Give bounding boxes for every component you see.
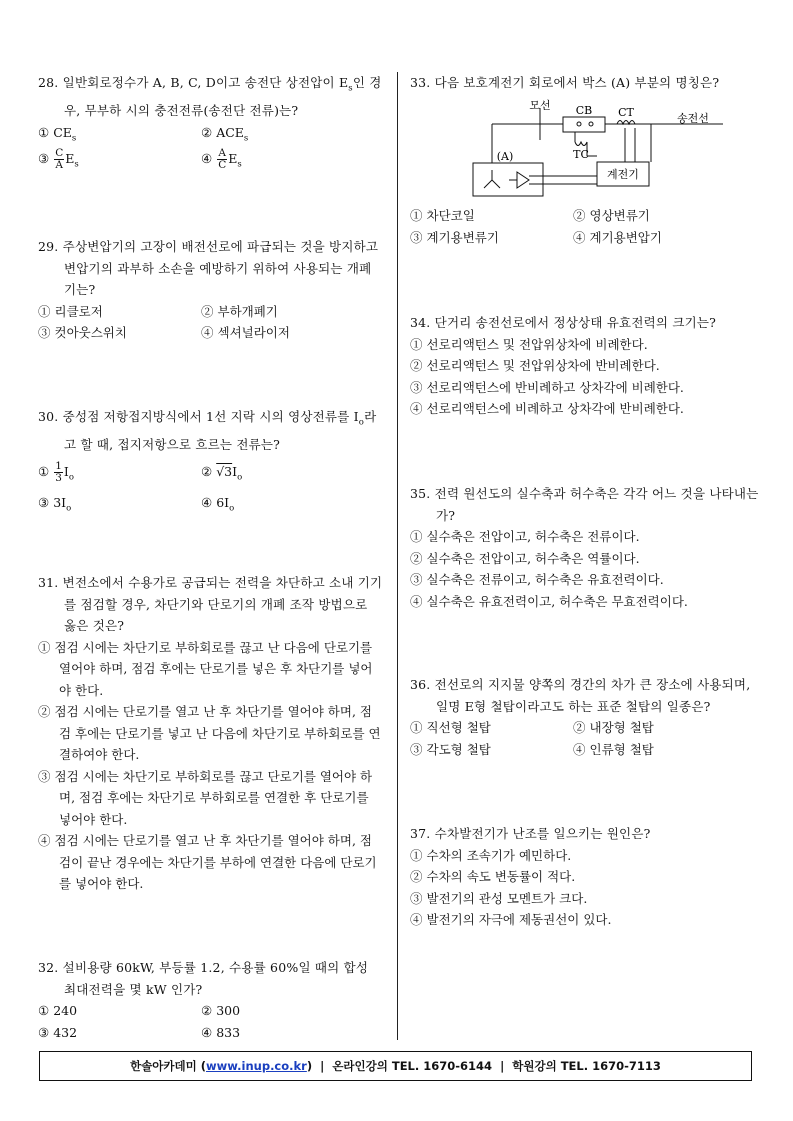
option-3[interactable]: ③ 계기용변류기 <box>410 229 499 245</box>
bus-label: 모선 <box>529 99 551 112</box>
question-28 <box>38 72 383 175</box>
question-stem: 30. 중성점 저항접지방식에서 1선 지락 시의 영상전류를 $I_o$라고 할 때, 접지저항으로 흐르는 전류는? <box>38 409 377 452</box>
question-33 <box>410 72 760 94</box>
option-4[interactable]: ④ 실수축은 유효전력이고, 허수축은 무효전력이다. <box>410 593 688 609</box>
fraction: $\frac{A}{C}$ <box>218 147 227 171</box>
option-row <box>38 1022 383 1044</box>
option-row <box>38 458 383 488</box>
question-32 <box>38 957 383 1043</box>
a-label: (A) <box>496 150 514 163</box>
relay-label: 계전기 <box>607 168 639 181</box>
option-4[interactable]: ④ $6I_o$ <box>201 494 235 513</box>
option-3[interactable]: ③ 실수축은 전류이고, 허수축은 유효전력이다. <box>410 572 664 587</box>
question-34 <box>410 312 760 420</box>
question-stem: 35. 전력 원선도의 실수축과 허수축은 각각 어느 것을 나타내는가? <box>410 486 759 523</box>
question-35 <box>410 483 760 612</box>
option-row <box>38 492 383 514</box>
option-2[interactable]: ② 영상변류기 <box>573 208 650 223</box>
ct-label: CT <box>618 106 634 119</box>
option-4[interactable]: ④ 인류형 철탑 <box>573 741 654 757</box>
question-stem: 33. 다음 보호계전기 회로에서 박스 (A) 부분의 명칭은? <box>410 75 720 90</box>
option-row <box>38 1000 383 1022</box>
option-1[interactable]: ① 수차의 조속기가 예민하다. <box>410 847 572 863</box>
tc-label: TC <box>573 148 589 161</box>
option-2[interactable]: ② $√3I_o$ <box>201 463 243 482</box>
option-3[interactable]: ③ $\frac{C}{A}$ $E_s$ <box>38 147 79 171</box>
option-4[interactable]: ④ 발전기의 자극에 제동권선이 있다. <box>410 912 612 927</box>
option-4[interactable]: ④ 점검 시에는 단로기를 열고 난 후 차단기를 열어야 하며, 점검이 끝난 경우에는 차단기를 부하에 연결한 다음에 단로기를 넣어야 한다. <box>38 833 377 891</box>
question-stem: 37. 수차발전기가 난조를 일으키는 원인은? <box>410 826 651 841</box>
option-2[interactable]: ② 실수축은 전압이고, 허수축은 역률이다. <box>410 550 640 566</box>
option-2[interactable]: ② 수차의 속도 변동률이 적다. <box>410 869 576 884</box>
question-stem: 29. 주상변압기의 고장이 배전선로에 파급되는 것을 방지하고 변압기의 과부하 소손을 예방하기 위하여 사용되는 개폐기는? <box>38 239 379 297</box>
option-2[interactable]: ② 부하개폐기 <box>201 303 278 319</box>
page-footer: 한솔아카데미 ( www.inup.co.kr ) | 온라인강의 TEL. 1670-6144 | 학원강의 TEL. 1670-7113 <box>39 1051 752 1081</box>
option-row <box>410 205 760 227</box>
online-phone: 온라인강의 TEL. 1670-6144 <box>332 1059 493 1073</box>
option-3[interactable]: ③ $3I_o$ <box>38 494 72 513</box>
option-1[interactable]: ① $CE_s$ <box>38 124 77 143</box>
option-1[interactable]: ① 점검 시에는 차단기로 부하회로를 끊고 난 다음에 단로기를 열어야 하며, 점검 후에는 단로기를 넣은 후 차단기를 넣어야 한다. <box>38 639 373 698</box>
option-row <box>410 739 760 761</box>
option-1[interactable]: ① 선로리액턴스 및 전압위상차에 비례한다. <box>410 336 648 352</box>
option-4[interactable]: ④ 섹셔널라이저 <box>201 325 290 340</box>
question-stem: 32. 설비용량 60kW, 부등률 1.2, 수용률 60%일 때의 합성 최대전력을 몇 kW 인가? <box>38 960 369 997</box>
question-36 <box>410 674 760 760</box>
question-stem: 34. 단거리 송전선로에서 정상상태 유효전력의 크기는? <box>410 315 717 330</box>
option-row <box>38 145 383 175</box>
option-3[interactable]: ③ 컷아웃스위치 <box>38 325 127 340</box>
option-4[interactable]: ④ $\frac{A}{C}$ $E_s$ <box>201 147 242 171</box>
option-4[interactable]: ④ 선로리액턴스에 비례하고 상차각에 반비례한다. <box>410 401 684 416</box>
option-row <box>38 122 383 144</box>
line-label: 송전선 <box>677 112 709 125</box>
question-30 <box>38 406 383 513</box>
option-3[interactable]: ③ 발전기의 관성 모멘트가 크다. <box>410 890 588 906</box>
option-row <box>38 301 383 323</box>
fraction: $\frac{1}{3}$ <box>55 459 62 484</box>
option-2[interactable]: ② 점검 시에는 단로기를 열고 난 후 차단기를 열어야 하며, 점검 후에는 단로기를 넣고 난 다음에 차단기로 부하회로를 연결하여야 한다. <box>38 704 381 762</box>
option-2[interactable]: ② 내장형 철탑 <box>573 720 654 735</box>
option-1[interactable]: ① 직선형 철탑 <box>410 720 491 735</box>
question-stem: 28. 일반회로정수가 A, B, C, D이고 송전단 상전압이 $E_s$인 경우, 무부하 시의 충전전류(송전단 전류)는? <box>38 75 382 118</box>
relay-circuit-diagram <box>465 98 725 198</box>
option-2[interactable]: ② $ACE_s$ <box>201 124 249 143</box>
option-1[interactable]: ① 리클로저 <box>38 303 103 319</box>
option-2[interactable]: ② 300 <box>201 1003 241 1018</box>
option-1[interactable]: ① 240 <box>38 1003 78 1018</box>
option-3[interactable]: ③ 점검 시에는 차단기로 부하회로를 끊고 단로기를 열어야 하며, 점검 후에는 차단기로 부하회로를 연결한 후 단로기를 넣어야 한다. <box>38 768 373 827</box>
option-1[interactable]: ① $\frac{1}{3}$ $I_o$ <box>38 459 74 484</box>
option-3[interactable]: ③ 각도형 철탑 <box>410 741 491 757</box>
academy-name: 한솔아카데미 <box>130 1059 197 1073</box>
footer-divider: | <box>320 1059 325 1073</box>
column-divider <box>397 72 398 1040</box>
offline-phone: 학원강의 TEL. 1670-7113 <box>512 1059 661 1073</box>
option-1[interactable]: ① 실수축은 전압이고, 허수축은 전류이다. <box>410 529 640 544</box>
option-4[interactable]: ④ 계기용변압기 <box>573 229 662 245</box>
question-stem: 36. 전선로의 지지물 양쪽의 경간의 차가 큰 장소에 사용되며, 일명 E형 철탑이라고도 하는 표준 철탑의 일종은? <box>410 677 751 714</box>
academy-link[interactable]: www.inup.co.kr <box>206 1059 307 1073</box>
option-4[interactable]: ④ 833 <box>201 1024 241 1040</box>
option-row <box>410 227 760 249</box>
footer-divider: | <box>500 1059 505 1073</box>
option-1[interactable]: ① 차단코일 <box>410 208 475 223</box>
question-29 <box>38 236 383 344</box>
question-stem: 31. 변전소에서 수용가로 공급되는 전력을 차단하고 소내 기기를 점검할 경우, 차단기와 단로기의 개폐 조작 방법으로 옳은 것은? <box>38 575 383 633</box>
option-3[interactable]: ③ 선로리액턴스에 반비례하고 상차각에 비례한다. <box>410 379 684 395</box>
option-3[interactable]: ③ 432 <box>38 1024 78 1040</box>
option-row <box>410 717 760 739</box>
question-31 <box>38 572 383 895</box>
fraction: $\frac{C}{A}$ <box>55 147 64 171</box>
question-37 <box>410 823 760 931</box>
cb-label: CB <box>575 104 593 117</box>
question-33-options <box>410 205 760 248</box>
option-2[interactable]: ② 선로리액턴스 및 전압위상차에 반비례한다. <box>410 358 660 373</box>
option-row <box>38 322 383 344</box>
